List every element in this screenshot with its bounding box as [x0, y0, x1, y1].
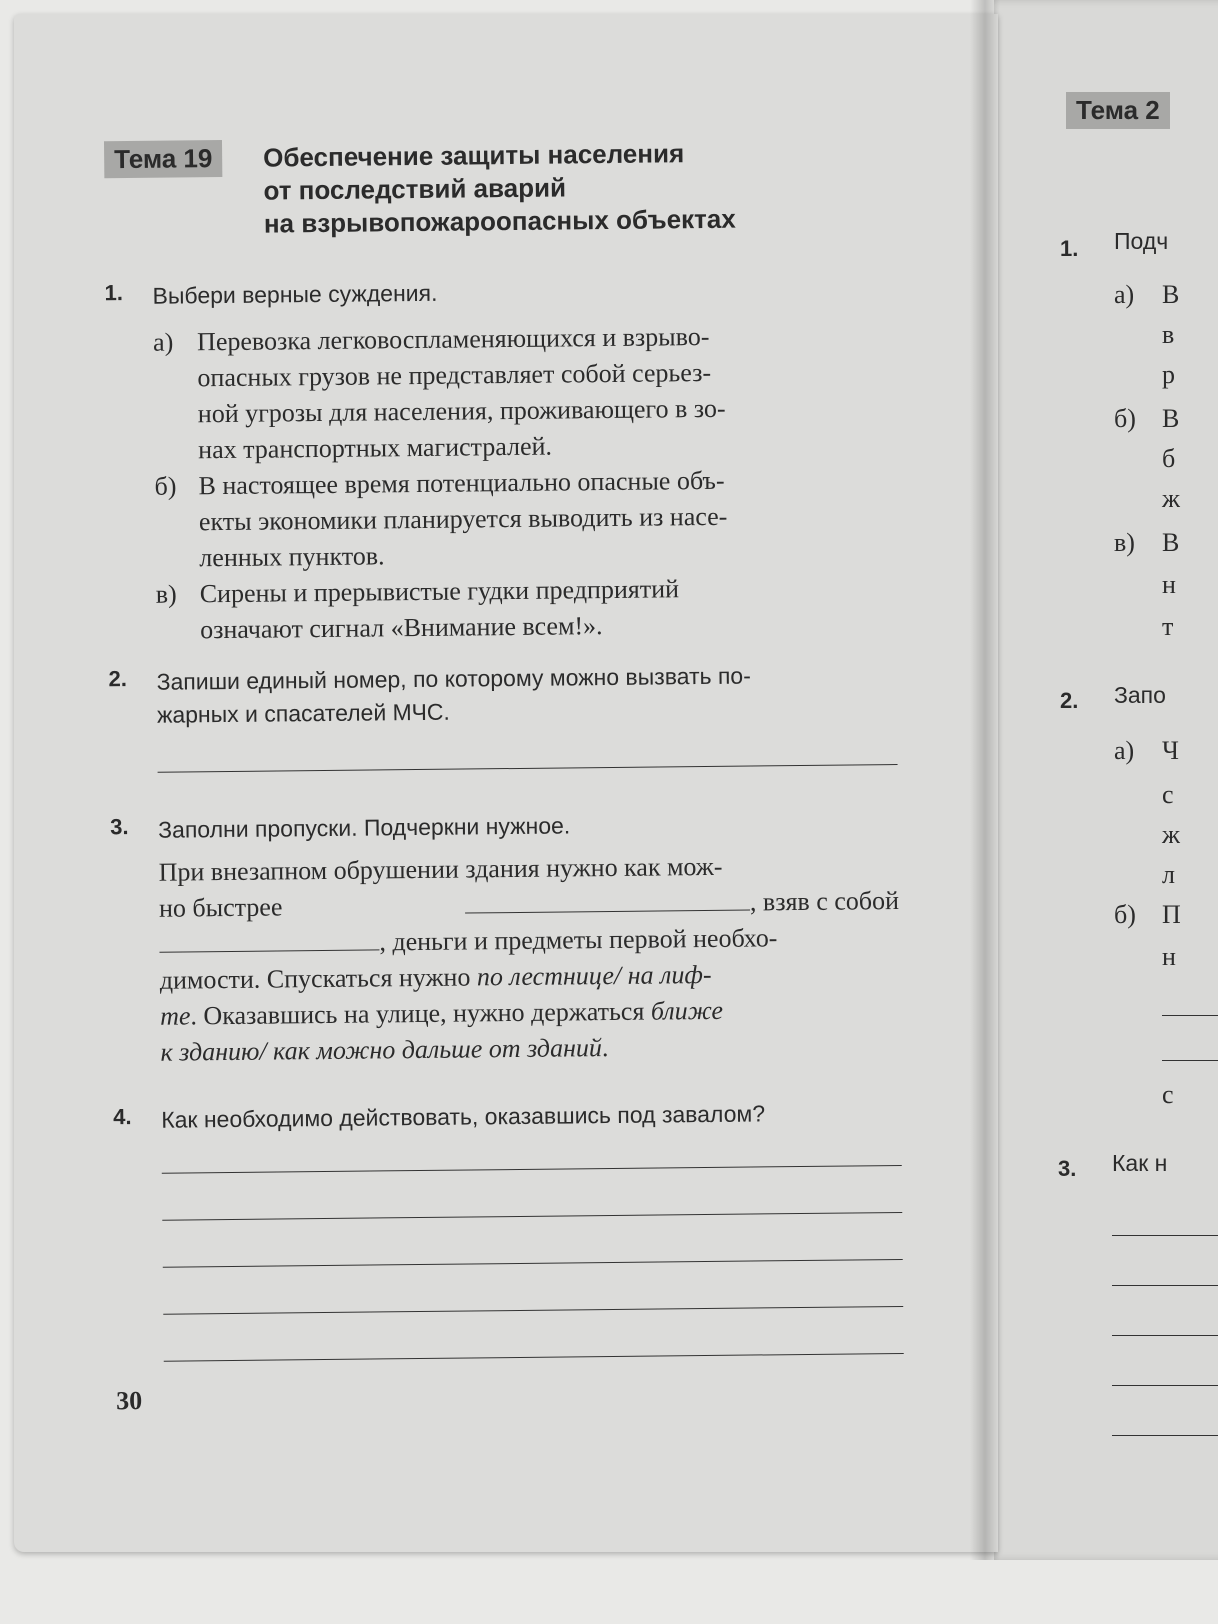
right-q2-option-b-line2: н: [1162, 942, 1176, 971]
option-c-label: в): [155, 579, 177, 609]
right-q2-number: 2.: [1060, 688, 1079, 713]
task-3-choice-building-distance[interactable]: к зданию/ как можно дальше от зданий: [160, 1033, 603, 1067]
option-c-line: означают сигнал «Внимание всем!».: [199, 611, 603, 645]
task-4-answer-line-2[interactable]: [162, 1212, 902, 1221]
task-4-answer-line-3[interactable]: [163, 1259, 903, 1268]
task-1-option-b[interactable]: [154, 461, 911, 577]
option-a-label: а): [152, 327, 174, 357]
right-q1-option-b-line2: б: [1162, 444, 1176, 473]
task-4-answer-line-1[interactable]: [162, 1165, 902, 1174]
topic-title: [263, 135, 864, 240]
task-3-blank-2[interactable]: [159, 927, 379, 952]
task-4: [113, 1096, 916, 1362]
task-3-blank-1[interactable]: [465, 888, 750, 914]
right-q2-option-b-text: П: [1162, 900, 1181, 929]
task-3-text: , взяв с собой: [749, 885, 900, 917]
task-2-prompt-line: Запиши единый номер, по которому можно вызвать по-: [156, 662, 751, 695]
right-q2-option-a-line3: ж: [1162, 820, 1180, 849]
left-page: [14, 14, 998, 1552]
option-c-line: Сирены и прерывистые гудки предприятий: [199, 574, 680, 609]
right-q2-text: Запо: [1114, 682, 1166, 708]
task-2: [108, 658, 909, 773]
option-a-line: опасных грузов не представляет собой серьез-: [197, 357, 712, 393]
option-b-label: б): [154, 471, 177, 501]
right-q1-option-c-label: в): [1114, 528, 1135, 557]
right-topic-badge: Тема 2: [1066, 92, 1170, 129]
right-q3-answer-line-5[interactable]: [1112, 1435, 1218, 1436]
option-b-line: екты экономики планируется выводить из насе-: [198, 501, 728, 537]
right-q1-option-c-line3: т: [1162, 612, 1174, 641]
right-q2-option-a-line4: л: [1162, 860, 1175, 889]
task-3-choice-stairs-lift[interactable]: по лестнице/ на лиф-: [476, 959, 712, 992]
task-3-choice-closer[interactable]: ближе: [650, 995, 724, 1026]
option-a-line: Перевозка легковоспламеняющихся и взрыво-: [196, 321, 710, 357]
right-q2-option-b-label: б): [1114, 900, 1136, 929]
task-3: [110, 806, 913, 1071]
task-3-line: При внезапном обрушении здания нужно как мож-: [158, 851, 723, 887]
right-q1-option-a-label: а): [1114, 280, 1135, 309]
right-q1-option-a-text: В: [1162, 280, 1180, 309]
task-4-answer-line-5[interactable]: [164, 1353, 904, 1362]
right-q2-option-a-text: Ч: [1162, 736, 1179, 765]
task-3-text: но быстрее: [158, 892, 283, 923]
option-b-line: В настоящее время потенциально опасные объ-: [198, 465, 725, 501]
right-q1-text: Подч: [1114, 228, 1169, 254]
right-q2-answer-line-1[interactable]: [1162, 1015, 1218, 1016]
right-q2-option-b-line3: с: [1162, 1080, 1174, 1109]
task-1: [104, 272, 908, 649]
topic-title-line-1: Обеспечение защиты населения: [263, 138, 685, 173]
task-2-prompt: [156, 658, 909, 732]
topic-title-line-2: от последствий аварий: [263, 172, 567, 206]
book-gutter: [970, 0, 1000, 1560]
task-3-line: [160, 1027, 900, 1071]
right-q3-answer-line-2[interactable]: [1112, 1285, 1218, 1286]
task-2-prompt-line: жарных и спасателей МЧС.: [156, 698, 450, 728]
task-3-text: , деньги и предметы первой необхо-: [379, 923, 778, 957]
task-3-text: димости. Спускаться нужно: [159, 962, 478, 995]
page-number: 30: [116, 1385, 143, 1416]
task-2-answer-line[interactable]: [158, 764, 898, 773]
right-q1-option-c-text: В: [1162, 528, 1180, 557]
right-q2-option-a-line2: с: [1162, 780, 1174, 809]
right-q1-option-b-label: б): [1114, 404, 1136, 433]
task-3-text: . Оказавшись на улице, нужно держаться: [190, 996, 652, 1031]
right-q3-answer-line-1[interactable]: [1112, 1235, 1218, 1236]
right-q1-option-a-line3: р: [1162, 360, 1175, 389]
task-2-number: 2.: [108, 666, 128, 692]
topic-badge: Тема 19: [104, 140, 223, 178]
task-4-answer-line-4[interactable]: [163, 1306, 903, 1315]
option-b-line: ленных пунктов.: [199, 541, 385, 573]
task-4-prompt: Как необходимо действовать, оказавшись под завалом?: [161, 1100, 766, 1133]
option-a-line: ной угрозы для населения, проживающего в зо-: [197, 393, 726, 429]
task-1-prompt: Выбери верные суждения.: [152, 279, 438, 309]
topic-title-line-3: на взрывопожароопасных объектах: [263, 203, 736, 239]
right-q1-option-a-line2: в: [1162, 320, 1175, 349]
right-q1-option-c-line2: н: [1162, 570, 1176, 599]
task-1-number: 1.: [104, 280, 124, 306]
right-q2-answer-line-2[interactable]: [1162, 1060, 1218, 1061]
task-3-choice-stairs-lift-end[interactable]: те: [159, 1001, 191, 1031]
right-q1-option-b-text: В: [1162, 404, 1180, 433]
right-page: [994, 0, 1218, 1560]
right-q3-answer-line-3[interactable]: [1112, 1335, 1218, 1336]
option-a-line: нах транспортных магистралей.: [198, 431, 553, 465]
task-3-body: [158, 847, 900, 1071]
right-q3-answer-line-4[interactable]: [1112, 1385, 1218, 1386]
task-1-option-c[interactable]: [156, 569, 913, 649]
right-q1-number: 1.: [1060, 236, 1079, 261]
right-q3-text: Как н: [1112, 1150, 1168, 1176]
right-q2-option-a-label: а): [1114, 736, 1135, 765]
right-q1-option-b-line3: ж: [1162, 484, 1180, 513]
task-3-prompt: Заполни пропуски. Подчеркни нужное.: [158, 812, 571, 843]
right-q3-number: 3.: [1058, 1156, 1077, 1181]
task-3-text: .: [601, 1033, 609, 1063]
task-4-number: 4.: [113, 1104, 132, 1130]
task-3-number: 3.: [110, 814, 129, 840]
task-1-option-a[interactable]: [153, 317, 910, 469]
